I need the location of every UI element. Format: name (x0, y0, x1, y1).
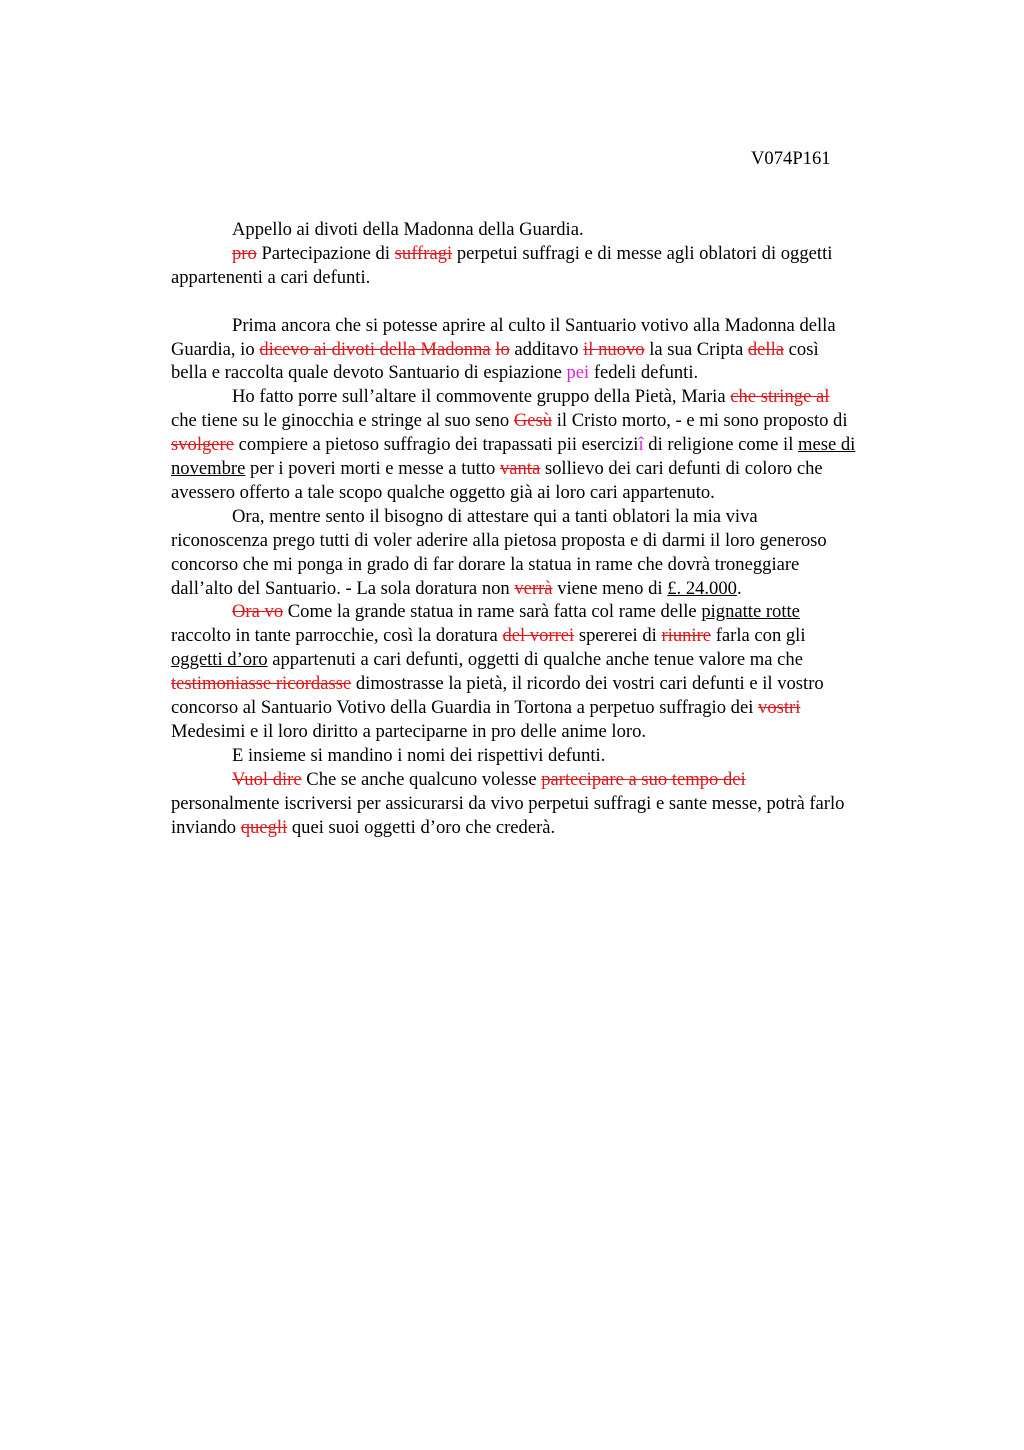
deleted-text: riunire (661, 625, 712, 647)
underlined-text: novembre (171, 458, 246, 480)
deleted-text: dicevo ai divoti della Madonna (259, 338, 491, 360)
inserted-text: î (638, 434, 644, 456)
deleted-text: Gesù (513, 410, 553, 432)
paragraph-insieme: E insieme si mandino i nomi dei rispettivi defunti. (232, 744, 606, 766)
underlined-text: mese di (798, 434, 856, 456)
paragraph-pieta: Ho fatto porre sull’altare il commovente gruppo della Pietà, Maria che stringe al che tiene su le ginocchia e stringe al suo seno Gesù il Cristo morto, - e mi sono proposto di svolgere compiere a pietoso suffragio dei trapassati pii eserciziî di religione come il mese di novembre per i poveri morti e messe a tutto vanta sollievo dei cari defunti di coloro che avessero offerto a tale scopo qualche oggetto già ai loro cari appartenuto. (171, 386, 856, 503)
title-line: Appello ai divoti della Madonna della Guardia. (232, 219, 584, 240)
deleted-text: della (747, 338, 785, 360)
deleted-text: svolgere (171, 434, 234, 456)
subtitle-paragraph: pro Partecipazione di suffragi perpetui suffragi e di messe agli oblatori di oggetti appartenenti a cari defunti. (171, 242, 833, 288)
deleted-text: che stringe al (730, 386, 830, 408)
deleted-text: vanta (499, 458, 541, 480)
deleted-text: pro (232, 242, 257, 264)
paragraph-come: Ora vo Come la grande statua in rame sarà fatta col rame delle pignatte rotte raccolto in tante parrocchie, così la doratura del vorrei spererei di riunire farla con gli oggetti d’oro appartenuti a cari defunti, oggetti di qualche anche tenue valore ma che testimoniasse ricordasse dimostrasse la pietà, il ricordo dei vostri cari defunti e il vostro concorso al Santuario Votivo della Guardia in Tortona a perpetuo suffragio dei vostri Medesimi e il loro diritto a parteciparne in pro delle anime loro. (171, 601, 824, 743)
underlined-text: oggetti d’oro (171, 649, 268, 671)
paragraph-ora: Ora, mentre sento il bisogno di attestare qui a tanti oblatori la mia viva riconoscenza prego tutti di voler aderire alla pietosa proposta e di darmi il loro generoso concorso che mi ponga in grado di far dorare la statua in rame che dovrà troneggiare dall’alto del Santuario. - La sola doratura non verrà viene meno di £. 24.000. (171, 505, 827, 599)
underlined-text: pignatte rotte (701, 601, 800, 623)
document-code: V074P161 (751, 148, 831, 169)
deleted-text: verrà (514, 577, 553, 599)
paragraph-vuol: Vuol dire Che se anche qualcuno volesse partecipare a suo tempo dei personalmente iscriversi per assicurarsi da vivo perpetui suffragi e sante messe, potrà farlo inviando quegli quei suoi oggetti d’oro che crederà. (171, 768, 845, 838)
underlined-amount: £. 24.000 (667, 577, 737, 599)
document-body (171, 218, 935, 840)
deleted-text: Vuol dire (232, 768, 302, 790)
deleted-text: il nuovo (583, 338, 645, 360)
deleted-text: partecipare a suo tempo dei (541, 768, 746, 790)
deleted-text: testimoniasse ricordasse (171, 673, 352, 695)
deleted-text: suffragi (394, 242, 453, 264)
deleted-text: vostri (758, 697, 801, 719)
deleted-text: quegli (240, 816, 288, 838)
blank-line (171, 290, 935, 314)
deleted-text: lo (495, 338, 510, 360)
deleted-text: del vorrei (502, 625, 575, 647)
inserted-text: pei (566, 362, 590, 384)
paragraph-prima: Prima ancora che si potesse aprire al culto il Santuario votivo alla Madonna della Guardia, io dicevo ai divoti della Madonna lo additavo il nuovo la sua Cripta della così bella e raccolta quale devoto Santuario di espiazione pei fedeli defunti. (171, 314, 836, 384)
deleted-text: Ora vo (232, 601, 284, 623)
